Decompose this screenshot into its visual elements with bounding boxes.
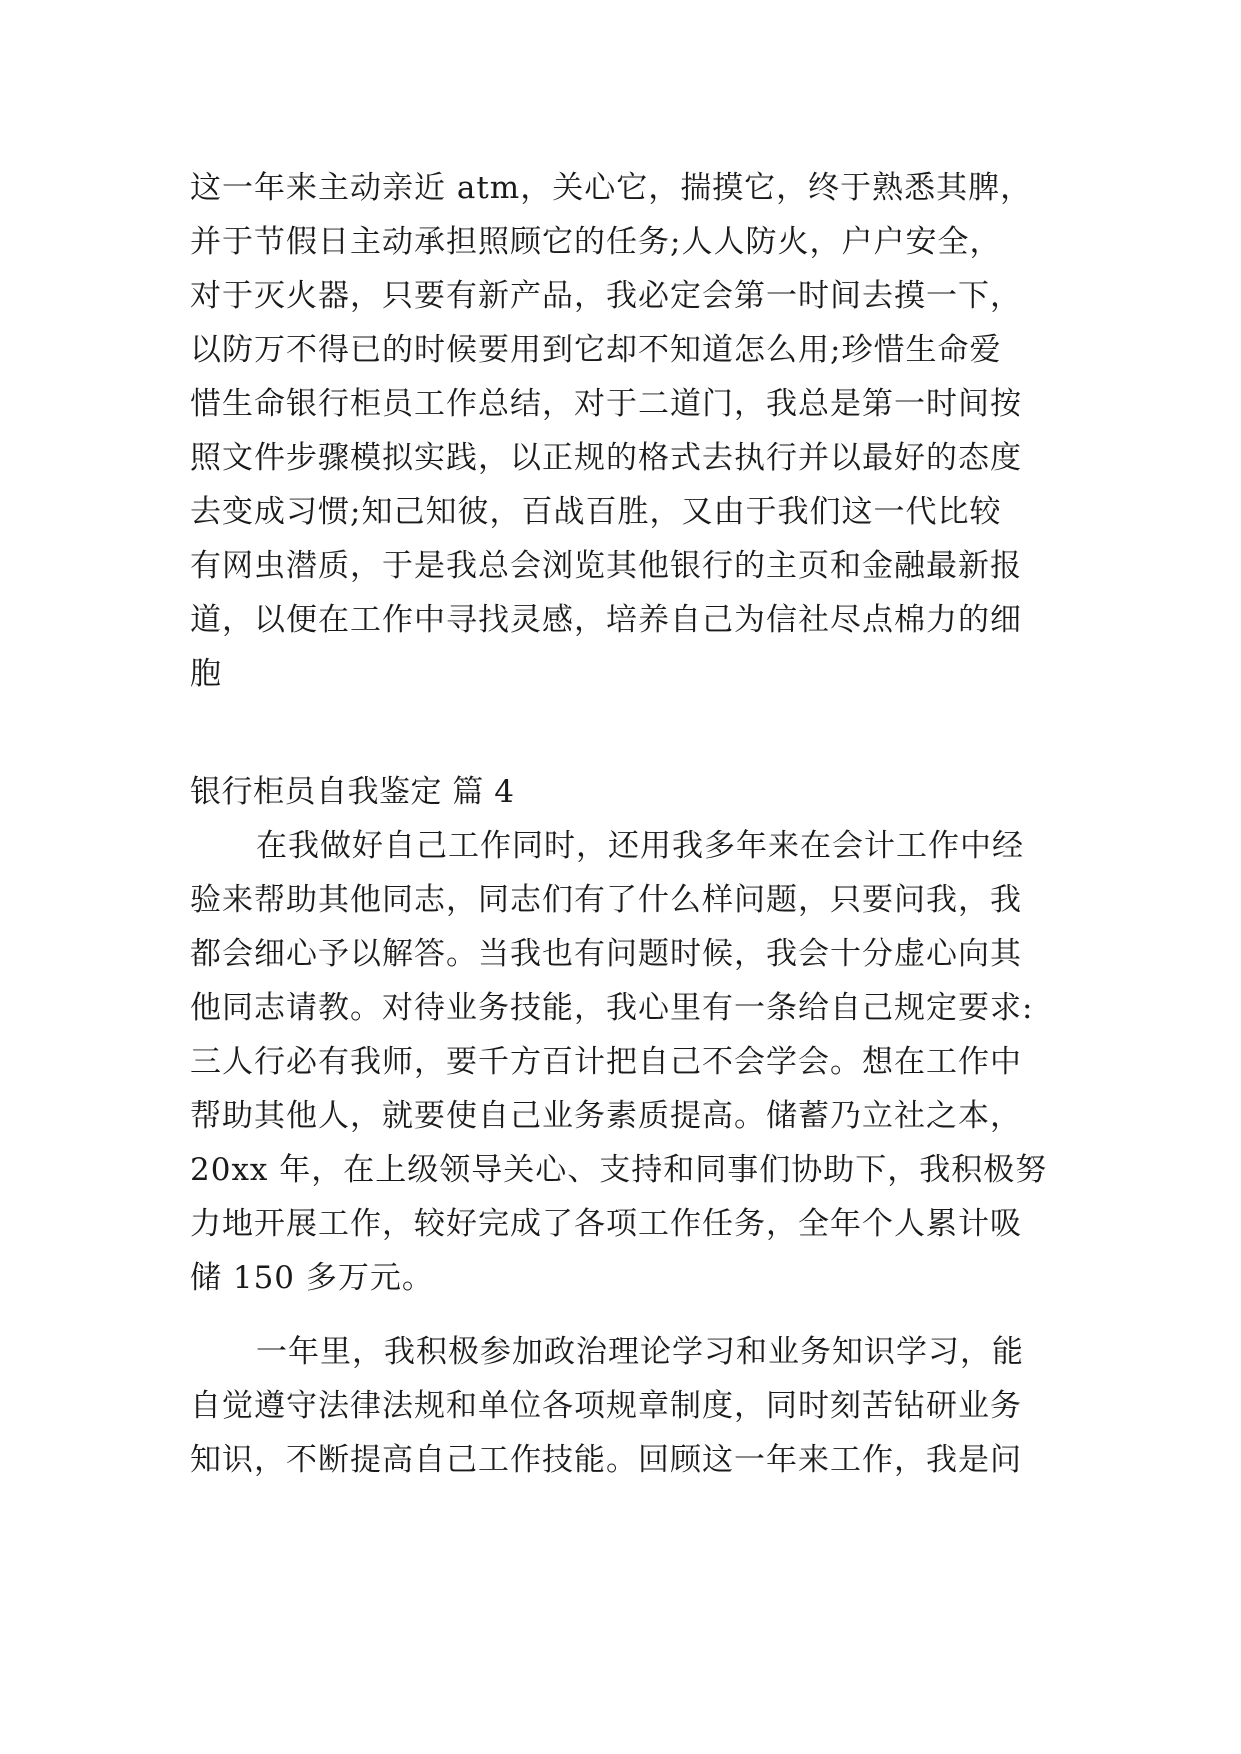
paragraph-3-line-1: 一年里，我积极参加政治理论学习和业务知识学习，能: [256, 1334, 1024, 1370]
paragraph-2-line-5: 三人行必有我师，要千方百计把自己不会学会。想在工作中: [190, 1044, 1022, 1080]
paragraph-2-line-1: 在我做好自己工作同时，还用我多年来在会计工作中经: [256, 828, 1024, 864]
paragraph-1-line-4: 以防万不得已的时候要用到它却不知道怎么用;珍惜生命爱: [190, 332, 1002, 368]
paragraph-1-line-1: 这一年来主动亲近 atm，关心它，揣摸它，终于熟悉其脾，: [190, 170, 1033, 206]
paragraph-1-line-10: 胞: [190, 656, 222, 692]
paragraph-1-line-6: 照文件步骤模拟实践，以正规的格式去执行并以最好的态度: [190, 440, 1022, 476]
paragraph-1-line-2: 并于节假日主动承担照顾它的任务;人人防火，户户安全，: [190, 224, 1002, 260]
paragraph-1-line-7: 去变成习惯;知己知彼，百战百胜，又由于我们这一代比较: [190, 494, 1002, 530]
section-heading: 银行柜员自我鉴定 篇 4: [190, 774, 515, 810]
paragraph-1-line-9: 道，以便在工作中寻找灵感，培养自己为信社尽点棉力的细: [190, 602, 1022, 638]
paragraph-2-line-7: 20xx 年，在上级领导关心、支持和同事们协助下，我积极努: [190, 1152, 1048, 1188]
paragraph-2-line-3: 都会细心予以解答。当我也有问题时候，我会十分虚心向其: [190, 936, 1022, 972]
paragraph-1-line-8: 有网虫潜质，于是我总会浏览其他银行的主页和金融最新报: [190, 548, 1022, 584]
paragraph-1-line-5: 惜生命银行柜员工作总结，对于二道门，我总是第一时间按: [190, 386, 1022, 422]
paragraph-3-line-2: 自觉遵守法律法规和单位各项规章制度，同时刻苦钻研业务: [190, 1388, 1022, 1424]
paragraph-2-line-4: 他同志请教。对待业务技能，我心里有一条给自己规定要求:: [190, 990, 1034, 1026]
paragraph-2-line-9: 储 150 多万元。: [190, 1260, 434, 1296]
paragraph-2-line-2: 验来帮助其他同志，同志们有了什么样问题，只要问我，我: [190, 882, 1022, 918]
paragraph-2-line-6: 帮助其他人，就要使自己业务素质提高。储蓄乃立社之本，: [190, 1098, 1022, 1134]
paragraph-3-line-3: 知识，不断提高自己工作技能。回顾这一年来工作，我是问: [190, 1442, 1022, 1478]
paragraph-1-line-3: 对于灭火器，只要有新产品，我必定会第一时间去摸一下，: [190, 278, 1022, 314]
paragraph-2-line-8: 力地开展工作，较好完成了各项工作任务，全年个人累计吸: [190, 1206, 1022, 1242]
